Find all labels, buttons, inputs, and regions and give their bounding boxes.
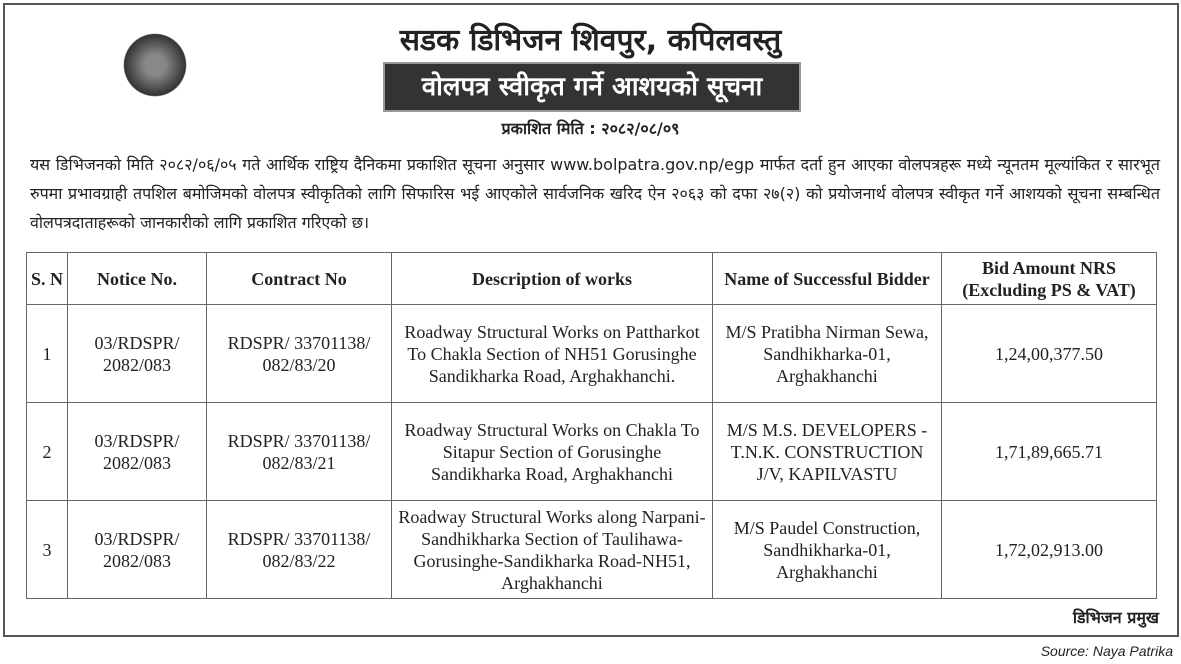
cell-description: Roadway Structural Works along Narpani-Sandhikharka Section of Taulihawa-Gorusinghe-Sandikharka Road-NH51, Arghakhanchi [392, 501, 713, 599]
cell-amount: 1,72,02,913.00 [942, 501, 1157, 599]
office-title: सडक डिभिजन शिवपुर, कपिलवस्तु [399, 23, 782, 58]
cell-bidder: M/S Pratibha Nirman Sewa, Sandhikharka-01, Arghakhanchi [713, 305, 942, 403]
cell-notice: 03/RDSPR/ 2082/083 [68, 501, 207, 599]
cell-sn: 2 [27, 403, 68, 501]
col-amount: Bid Amount NRS (Excluding PS & VAT) [942, 253, 1157, 305]
table-header-row [27, 253, 1157, 305]
cell-description: Roadway Structural Works on Pattharkot To Chakla Section of NH51 Gorusinghe Sandikharka Road, Arghakhanchi. [392, 305, 713, 403]
col-notice: Notice No. [68, 253, 207, 305]
cell-sn: 3 [27, 501, 68, 599]
published-date: प्रकाशित मिति : २०८२/०८/०९ [501, 119, 680, 138]
cell-amount: 1,24,00,377.50 [942, 305, 1157, 403]
cell-contract: RDSPR/ 33701138/ 082/83/21 [207, 403, 392, 501]
table-row [27, 305, 1157, 403]
cell-bidder: M/S Paudel Construction, Sandhikharka-01, Arghakhanchi [713, 501, 942, 599]
cell-amount: 1,71,89,665.71 [942, 403, 1157, 501]
cell-notice: 03/RDSPR/ 2082/083 [68, 403, 207, 501]
col-contract: Contract No [207, 253, 392, 305]
cell-sn: 1 [27, 305, 68, 403]
notice-title: वोलपत्र स्वीकृत गर्ने आशयको सूचना [383, 62, 801, 112]
signature-title: डिभिजन प्रमुख [1072, 608, 1159, 627]
source-credit: Source: Naya Patrika [1040, 643, 1173, 659]
bid-table [26, 252, 1157, 599]
notice-body: यस डिभिजनको मिति २०८२/०६/०५ गते आर्थिक राष्ट्रिय दैनिकमा प्रकाशित सूचना अनुसार www.bolpatra.gov.np/egp मार्फत दर्ता हुन आएका वोलपत्रहरू मध्ये न्यूनतम मूल्यांकित र सारभूत रुपमा प्रभावग्राही तपशिल बमोजिमको वोलपत्र स्वीकृतिको लागि सिफारिस भई आएकोले सार्वजनिक खरिद ऐन २०६३ को दफा २७(२) को प्रयोजनार्थ वोलपत्र स्वीकृत गर्ने आशयको सूचना सम्बन्धित वोलपत्रदाताहरूको जानकारीको लागि प्रकाशित गरिएको छ। [30, 155, 1160, 232]
cell-notice: 03/RDSPR/ 2082/083 [68, 305, 207, 403]
cell-description: Roadway Structural Works on Chakla To Sitapur Section of Gorusinghe Sandikharka Road, Arghakhanchi [392, 403, 713, 501]
cell-contract: RDSPR/ 33701138/ 082/83/20 [207, 305, 392, 403]
col-sn: S. N [27, 253, 68, 305]
table-row [27, 403, 1157, 501]
col-description: Description of works [392, 253, 713, 305]
table-row [27, 501, 1157, 599]
cell-contract: RDSPR/ 33701138/ 082/83/22 [207, 501, 392, 599]
col-bidder: Name of Successful Bidder [713, 253, 942, 305]
cell-bidder: M/S M.S. DEVELOPERS - T.N.K. CONSTRUCTION J/V, KAPILVASTU [713, 403, 942, 501]
